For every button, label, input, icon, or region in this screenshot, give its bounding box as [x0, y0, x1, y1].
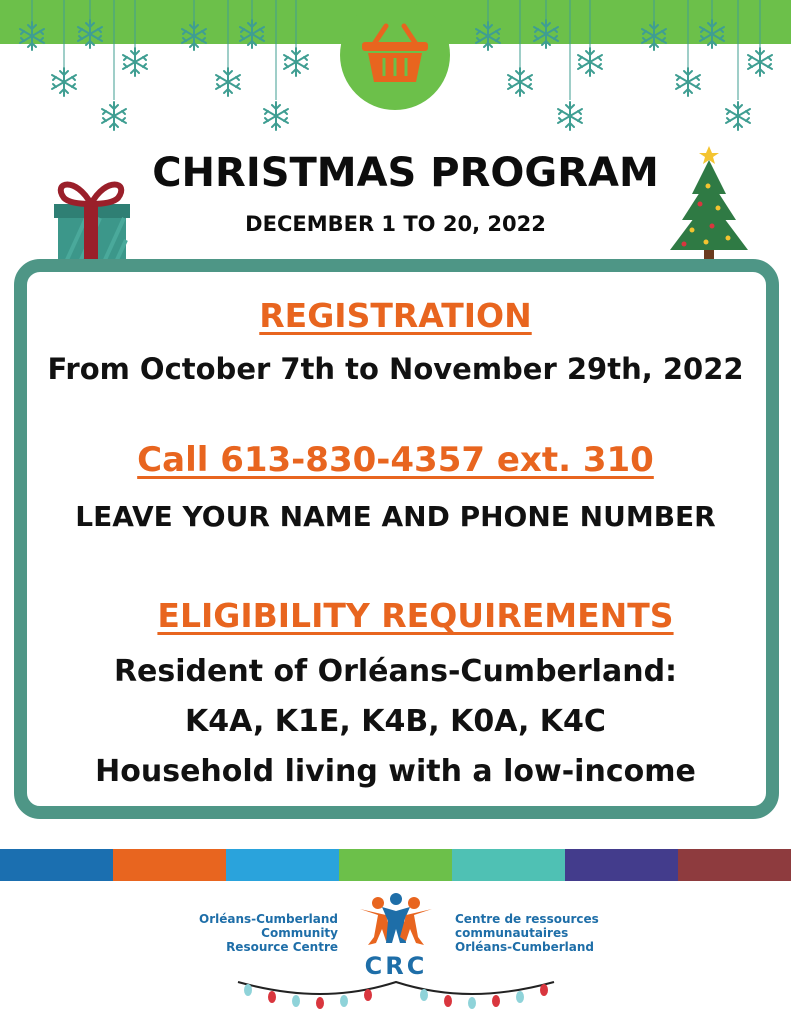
stripe-segment	[226, 849, 339, 881]
org-name-english	[150, 912, 338, 954]
crc-people-logo-icon	[356, 893, 436, 949]
stripe-segment	[565, 849, 678, 881]
eligibility-heading	[20, 596, 791, 635]
org-en-line: Community	[261, 926, 338, 940]
registration-heading-text: REGISTRATION	[259, 296, 532, 335]
stripe-segment	[678, 849, 791, 881]
org-en-line: Resource Centre	[226, 940, 338, 954]
stripe-segment	[113, 849, 226, 881]
org-fr-line: communautaires	[455, 926, 569, 940]
org-name-french	[455, 912, 655, 954]
phone-number-link[interactable]	[0, 440, 791, 480]
leave-name-instruction: LEAVE YOUR NAME AND PHONE NUMBER	[75, 500, 716, 533]
shopping-basket-icon	[352, 8, 438, 94]
stripe-segment	[452, 849, 565, 881]
postal-codes: K4A, K1E, K4B, K0A, K4C	[185, 704, 606, 739]
org-fr-line: Orléans-Cumberland	[455, 940, 594, 954]
registration-dates: From October 7th to November 29th, 2022	[47, 352, 744, 386]
org-en-line: Orléans-Cumberland	[199, 912, 338, 926]
string-lights-icon	[236, 970, 556, 1010]
stripe-segment	[339, 849, 452, 881]
org-fr-line: Centre de ressources	[455, 912, 599, 926]
resident-requirement: Resident of Orléans-Cumberland:	[113, 654, 678, 689]
phone-number-text: Call 613-830-4357 ext. 310	[137, 440, 654, 480]
color-stripe-bar	[0, 849, 791, 881]
page-title: CHRISTMAS PROGRAM	[152, 150, 659, 196]
eligibility-heading-text: ELIGIBILITY REQUIREMENTS	[157, 596, 674, 635]
registration-heading	[0, 296, 791, 335]
crc-logo-text: CRC	[364, 952, 428, 980]
program-dates: DECEMBER 1 TO 20, 2022	[245, 212, 546, 236]
income-requirement: Household living with a low-income	[95, 754, 696, 789]
stripe-segment	[0, 849, 113, 881]
